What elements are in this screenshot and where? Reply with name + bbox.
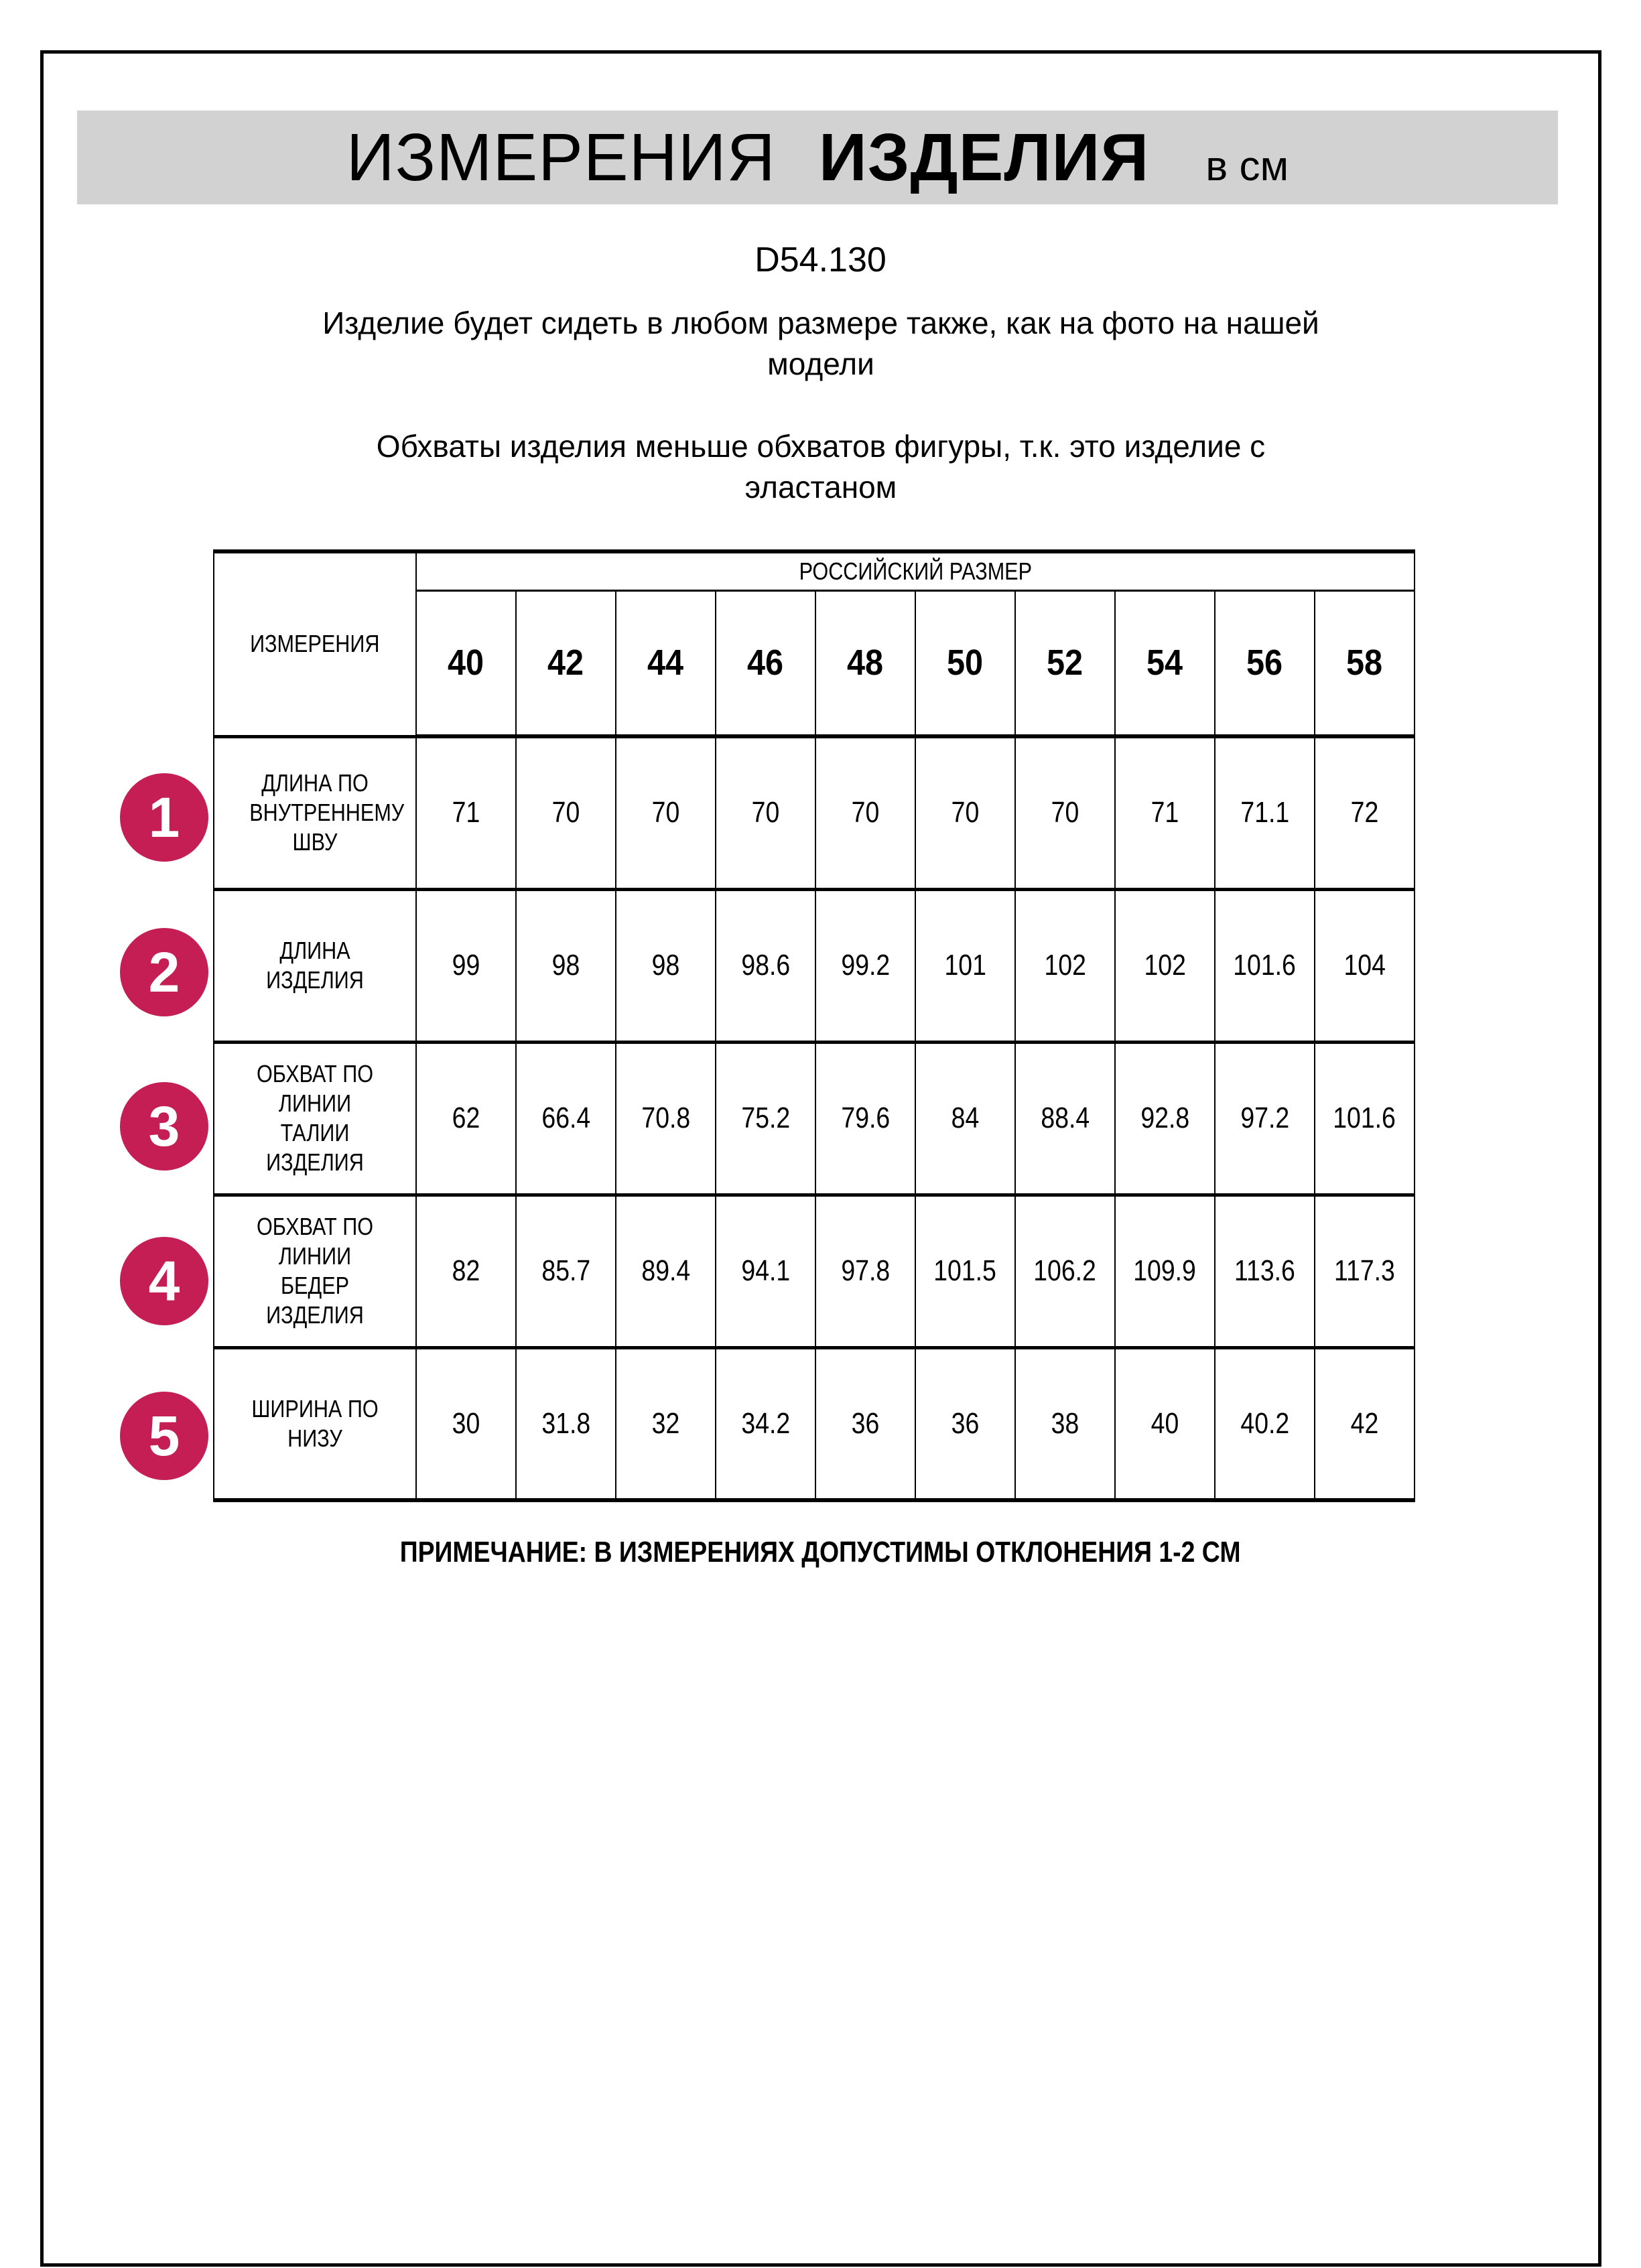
measurement-value: 40.2 <box>1215 1347 1315 1500</box>
size-table <box>213 549 1415 1502</box>
measurement-value: 82 <box>416 1195 516 1347</box>
measurement-value: 75.2 <box>716 1042 815 1195</box>
measurement-value: 70 <box>1015 736 1115 889</box>
row-label-cell <box>214 1195 416 1347</box>
row-number-badge: 2 <box>120 928 208 1016</box>
measurement-value: 89.4 <box>616 1195 716 1347</box>
measurement-value: 101.5 <box>915 1195 1015 1347</box>
size-column-header: 46 <box>716 590 815 736</box>
measurement-value: 34.2 <box>716 1347 815 1500</box>
measurement-value: 98.6 <box>716 889 815 1042</box>
row-label: ОБХВАТ ПО ЛИНИИ БЕДЕР ИЗДЕЛИЯ <box>256 1213 374 1329</box>
measurement-value: 99.2 <box>815 889 915 1042</box>
row-label-cell <box>214 1347 416 1500</box>
measurement-value: 79.6 <box>815 1042 915 1195</box>
size-column-header: 50 <box>915 590 1015 736</box>
measurement-value: 104 <box>1315 889 1415 1042</box>
row-label-cell <box>214 889 416 1042</box>
measurement-value: 101.6 <box>1315 1042 1415 1195</box>
row-label: ШИРИНА ПО НИЗУ <box>251 1394 379 1452</box>
row-number-badge: 3 <box>120 1082 208 1171</box>
measurement-value: 99 <box>416 889 516 1042</box>
tolerance-footnote <box>0 1536 1641 1569</box>
russian-size-header-cell <box>416 551 1415 590</box>
measurement-value: 40 <box>1115 1347 1215 1500</box>
measurement-value: 101 <box>915 889 1015 1042</box>
product-code: D54.130 <box>754 241 887 279</box>
measurement-value: 98 <box>616 889 716 1042</box>
measurement-value: 70 <box>716 736 815 889</box>
page-title: ИЗМЕРЕНИЯ <box>346 120 776 195</box>
size-column-header: 52 <box>1015 590 1115 736</box>
measurement-value: 71 <box>1115 736 1215 889</box>
measurement-value: 32 <box>616 1347 716 1500</box>
row-label: ДЛИНА ИЗДЕЛИЯ <box>266 937 364 994</box>
measurement-value: 70.8 <box>616 1042 716 1195</box>
measurement-row-hip-girth <box>214 1195 1415 1347</box>
measurement-value: 97.8 <box>815 1195 915 1347</box>
measurement-value: 102 <box>1115 889 1215 1042</box>
size-column-header: 58 <box>1315 590 1415 736</box>
measurement-value: 38 <box>1015 1347 1115 1500</box>
measurement-value: 71 <box>416 736 516 889</box>
elastane-note-line: эластаном <box>744 470 897 505</box>
row-number-badge: 4 <box>120 1237 208 1325</box>
measurement-value: 66.4 <box>516 1042 616 1195</box>
measurements-corner-label-cell <box>214 551 416 736</box>
measurement-value: 84 <box>915 1042 1015 1195</box>
row-number-badge: 1 <box>120 773 208 862</box>
size-column-header: 48 <box>815 590 915 736</box>
measurements-corner-label: ИЗМЕРЕНИЯ <box>250 630 380 658</box>
measurement-value: 31.8 <box>516 1347 616 1500</box>
measurement-row-waist-girth <box>214 1042 1415 1195</box>
units-label: в см <box>1205 143 1289 190</box>
measurement-value: 101.6 <box>1215 889 1315 1042</box>
tolerance-footnote-text: ПРИМЕЧАНИЕ: В ИЗМЕРЕНИЯХ ДОПУСТИМЫ ОТКЛОНЕНИЯ 1-2 СМ <box>400 1536 1241 1569</box>
measurement-value: 36 <box>815 1347 915 1500</box>
measurement-value: 106.2 <box>1015 1195 1115 1347</box>
measurement-value: 30 <box>416 1347 516 1500</box>
fit-note-line: модели <box>767 346 874 381</box>
row-label: ОБХВАТ ПО ЛИНИИ ТАЛИИ ИЗДЕЛИЯ <box>256 1060 374 1176</box>
measurement-value: 98 <box>516 889 616 1042</box>
measurement-value: 62 <box>416 1042 516 1195</box>
measurement-value: 71.1 <box>1215 736 1315 889</box>
row-label-cell <box>214 736 416 889</box>
row-label-cell <box>214 1042 416 1195</box>
title-banner <box>77 111 1558 204</box>
product-title-emphasis: ИЗДЕЛИЯ <box>818 120 1150 195</box>
size-column-header: 56 <box>1215 590 1315 736</box>
measurement-row-inseam <box>214 736 1415 889</box>
measurement-row-garment-length <box>214 889 1415 1042</box>
fit-note-paragraph <box>218 303 1424 385</box>
measurement-value: 70 <box>516 736 616 889</box>
fit-note-line: Изделие будет сидеть в любом размере также, как на фото на нашей <box>322 306 1319 340</box>
measurement-value: 72 <box>1315 736 1415 889</box>
measurement-value: 97.2 <box>1215 1042 1315 1195</box>
row-number-badge: 5 <box>120 1392 208 1480</box>
elastane-note-paragraph <box>218 426 1424 508</box>
measurement-value: 70 <box>915 736 1015 889</box>
measurement-value: 85.7 <box>516 1195 616 1347</box>
measurement-row-bottom-width <box>214 1347 1415 1500</box>
measurement-value: 94.1 <box>716 1195 815 1347</box>
measurement-value: 70 <box>616 736 716 889</box>
measurement-value: 88.4 <box>1015 1042 1115 1195</box>
measurement-value: 92.8 <box>1115 1042 1215 1195</box>
size-column-header: 54 <box>1115 590 1215 736</box>
measurement-value: 113.6 <box>1215 1195 1315 1347</box>
row-label: ДЛИНА ПО ВНУТРЕННЕМУ ШВУ <box>249 769 405 856</box>
measurement-value: 36 <box>915 1347 1015 1500</box>
size-column-header: 40 <box>416 590 516 736</box>
size-column-header: 44 <box>616 590 716 736</box>
measurement-value: 102 <box>1015 889 1115 1042</box>
measurement-value: 42 <box>1315 1347 1415 1500</box>
measurement-value: 70 <box>815 736 915 889</box>
measurement-value: 109.9 <box>1115 1195 1215 1347</box>
measurement-value: 117.3 <box>1315 1195 1415 1347</box>
elastane-note-line: Обхваты изделия меньше обхватов фигуры, т.к. это изделие с <box>376 429 1266 464</box>
russian-size-header: РОССИЙСКИЙ РАЗМЕР <box>799 557 1032 585</box>
size-column-header: 42 <box>516 590 616 736</box>
